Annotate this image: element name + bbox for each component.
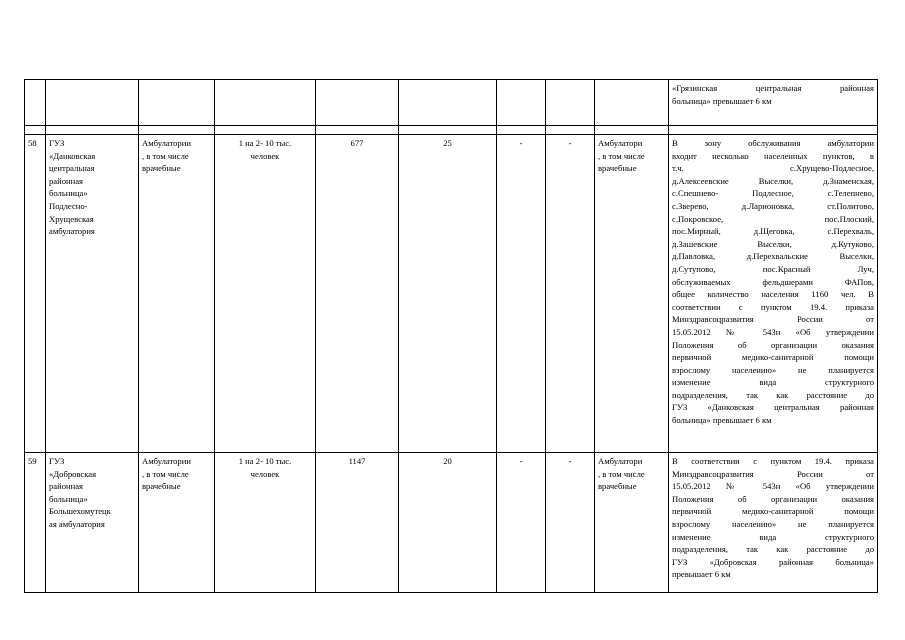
cell-col8: - xyxy=(546,453,595,593)
text-line: подразделения, так как расстояние до xyxy=(672,389,874,400)
text-line: 15.05.2012 № 543н «Об утверждении xyxy=(672,326,874,337)
cell-type xyxy=(139,135,215,453)
text-line: обслуживаемых фельдшерами ФАПов, xyxy=(672,276,874,287)
spacer-cell xyxy=(316,126,399,135)
text-line: Амбулатории xyxy=(142,456,191,466)
text-line: Минздравсоцразвития России от xyxy=(672,468,874,479)
cell-name xyxy=(46,135,139,453)
text-line: пос.Мирный, д.Щеговка, с.Перехваль, xyxy=(672,226,874,237)
text-line: , в том числе xyxy=(142,150,189,161)
text-line: , в том числе xyxy=(598,468,645,479)
text-line: Положения об организации оказания xyxy=(672,493,874,504)
norm-lines xyxy=(218,455,312,480)
text-line: амбулатория xyxy=(49,226,95,237)
text-line: Положения об организации оказания xyxy=(672,339,874,350)
spacer-cell xyxy=(46,126,139,135)
text-line: подразделения, так как расстояние до xyxy=(672,544,874,555)
cell-population: 1147 xyxy=(316,453,399,593)
norm-lines xyxy=(218,137,312,162)
cell-proposed xyxy=(595,453,669,593)
text-line: с.Спешнево- Подлесное, с.Телепнево, xyxy=(672,188,874,199)
text-line: больница» превышает 6 км xyxy=(672,95,772,106)
spacer-cell xyxy=(139,126,215,135)
text-line: врачебные xyxy=(142,481,181,492)
text-line: Подлесно- xyxy=(49,200,88,211)
text-line: районная xyxy=(49,175,83,186)
cell-norm xyxy=(215,80,316,126)
note-lines xyxy=(672,82,874,107)
text-line: входит несколько населенных пунктов, в xyxy=(672,150,874,161)
text-line: с.Зверево, д.Ларионовка, ст.Политово, xyxy=(672,200,874,211)
spacer-cell xyxy=(595,126,669,135)
cell-population: 677 xyxy=(316,135,399,453)
spacer-cell xyxy=(546,126,595,135)
proposed-lines xyxy=(598,455,665,493)
cell-col8 xyxy=(546,80,595,126)
cell-num xyxy=(25,80,46,126)
text-line: д.Сутупово, пос.Красный Луч, xyxy=(672,263,874,274)
table-row-continuation xyxy=(25,80,878,126)
cell-type xyxy=(139,453,215,593)
text-line: д.Павловка, д.Перехвальские Выселки, xyxy=(672,251,874,262)
cell-col8: - xyxy=(546,135,595,453)
spacer-cell xyxy=(215,126,316,135)
text-line: Хрущевская xyxy=(49,213,94,224)
note-lines xyxy=(672,137,874,427)
text-line: «Добровская xyxy=(49,468,97,479)
text-line: больница» превышает 6 км xyxy=(672,415,772,426)
text-line: Минздравсоцразвития России от xyxy=(672,314,874,325)
spacer-cell xyxy=(399,126,497,135)
text-line: ГУЗ «Добровская районная больница» xyxy=(672,556,874,567)
text-line: Амбулатори xyxy=(598,456,643,466)
table-row-58 xyxy=(25,135,878,453)
cell-col7 xyxy=(497,80,546,126)
text-line: общее количество населения 1160 чел. В xyxy=(672,289,874,300)
text-line: д.Зашевские Выселки, д.Кутуково, xyxy=(672,238,874,249)
cell-norm xyxy=(215,135,316,453)
proposed-lines xyxy=(598,137,665,175)
text-line: 1 на 2- 10 тыс. xyxy=(238,138,292,148)
name-lines xyxy=(49,137,135,238)
text-line: Амбулатори xyxy=(598,138,643,148)
text-line: первичной медико-санитарной помощи xyxy=(672,352,874,363)
text-line: врачебные xyxy=(142,163,181,174)
cell-distance: 25 xyxy=(399,135,497,453)
cell-name xyxy=(46,80,139,126)
cell-distance xyxy=(399,80,497,126)
text-line: с.Покровское, пос.Плоский, xyxy=(672,213,874,224)
cell-type xyxy=(139,80,215,126)
text-line: центральная xyxy=(49,163,95,174)
text-line: Амбулатории xyxy=(142,138,191,148)
text-line: больница» xyxy=(49,493,88,504)
text-line: врачебные xyxy=(598,481,637,492)
table-row-spacer xyxy=(25,126,878,135)
table-row-59 xyxy=(25,453,878,593)
cell-note xyxy=(669,453,878,593)
cell-proposed xyxy=(595,135,669,453)
text-line: человек xyxy=(250,150,280,161)
text-line: человек xyxy=(250,468,280,479)
text-line: районная xyxy=(49,481,83,492)
cell-norm xyxy=(215,453,316,593)
text-line: врачебные xyxy=(598,163,637,174)
text-line: ГУЗ xyxy=(49,456,65,466)
text-line: больница» xyxy=(49,188,88,199)
cell-population xyxy=(316,80,399,126)
text-line: «Грязинская центральная районная xyxy=(672,83,874,93)
text-line: д.Алексеевские Выселки, д.Знаменская, xyxy=(672,175,874,186)
text-line: изменение вида структурного xyxy=(672,377,874,388)
text-line: 15.05.2012 № 543н «Об утверждении xyxy=(672,481,874,492)
text-line: 1 на 2- 10 тыс. xyxy=(238,456,292,466)
text-line: , в том числе xyxy=(598,150,645,161)
text-line: Большехомутецк xyxy=(49,506,111,517)
cell-note xyxy=(669,135,878,453)
cell-col7: - xyxy=(497,135,546,453)
name-lines xyxy=(49,455,135,531)
cell-proposed xyxy=(595,80,669,126)
cell-num: 58 xyxy=(25,135,46,453)
type-lines xyxy=(142,137,211,175)
text-line: изменение вида структурного xyxy=(672,531,874,542)
cell-col7: - xyxy=(497,453,546,593)
text-line: первичной медико-санитарной помощи xyxy=(672,506,874,517)
text-line: взрослому населению» не планируется xyxy=(672,364,874,375)
spacer-cell xyxy=(25,126,46,135)
text-line: т.ч. с.Хрущево-Подлесное, xyxy=(672,163,874,174)
text-line: , в том числе xyxy=(142,468,189,479)
cell-distance: 20 xyxy=(399,453,497,593)
text-line: «Данковская xyxy=(49,150,96,161)
text-line: В зону обслуживания амбулатории xyxy=(672,138,874,148)
cell-name xyxy=(46,453,139,593)
text-line: превышает 6 км xyxy=(672,569,731,580)
text-line: взрослому населению» не планируется xyxy=(672,518,874,529)
text-line: соответствии с пунктом 19.4. приказа xyxy=(672,301,874,312)
text-line: ГУЗ xyxy=(49,138,65,148)
text-line: ГУЗ «Данковская центральная районная xyxy=(672,402,874,413)
spacer-cell xyxy=(669,126,878,135)
text-line: В соответствии с пунктом 19.4. приказа xyxy=(672,456,874,466)
note-lines xyxy=(672,455,874,581)
spacer-cell xyxy=(497,126,546,135)
type-lines xyxy=(142,455,211,493)
cell-note xyxy=(669,80,878,126)
text-line: ая амбулатория xyxy=(49,518,105,529)
cell-num: 59 xyxy=(25,453,46,593)
document-table xyxy=(24,79,878,593)
